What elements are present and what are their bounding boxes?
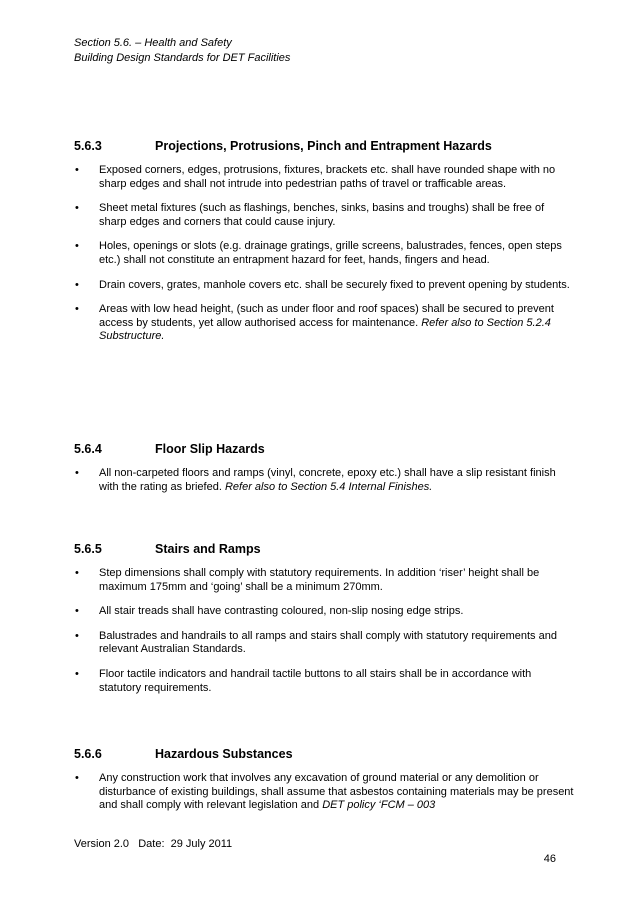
- list-item: [74, 630, 574, 657]
- bullet-list: [74, 467, 574, 494]
- header-section-line: Section 5.6. – Health and Safety: [74, 37, 232, 49]
- list-item-text: Exposed corners, edges, protrusions, fixtures, brackets etc. shall have rounded shape with no sharp edges and shall not intrude into pedestrian paths of travel or trafficable areas.: [99, 164, 556, 190]
- list-item-text: All stair treads shall have contrasting coloured, non-slip nosing edge strips.: [99, 605, 464, 618]
- bullet-icon: •: [75, 467, 79, 479]
- bullet-list: [74, 567, 574, 695]
- section-number: 5.6.6: [74, 747, 102, 761]
- list-item-text: All non-carpeted floors and ramps (vinyl, concrete, epoxy etc.) shall have a slip resistant finish with the rating as briefed.: [99, 467, 556, 493]
- page-number: 46: [543, 853, 556, 865]
- list-item-text: Balustrades and handrails to all ramps and stairs shall comply with statutory requirements and relevant Australian Standards.: [99, 629, 557, 656]
- section-5-6-4: [74, 440, 574, 494]
- bullet-icon: •: [75, 605, 79, 618]
- section-heading: [74, 540, 574, 558]
- section-5-6-6: [74, 745, 574, 813]
- section-number: 5.6.4: [74, 442, 102, 456]
- bullet-list: [74, 772, 574, 813]
- bullet-icon: •: [75, 667, 79, 680]
- list-item: [74, 164, 574, 191]
- bullet-list: [74, 164, 574, 344]
- bullet-icon: •: [75, 567, 79, 579]
- bullet-icon: •: [75, 772, 79, 784]
- bullet-icon: •: [75, 202, 79, 215]
- cross-reference: Refer also to Section 5.2.4 Substructure.: [99, 316, 551, 343]
- page-footer: [74, 837, 232, 851]
- section-heading: [74, 440, 574, 458]
- section-title: Projections, Protrusions, Pinch and Entrapment Hazards: [155, 139, 492, 153]
- list-item-text: Any construction work that involves any excavation of ground material or any demolition or disturbance of existing buildings, shall assume that asbestos containing materials may be present and shall comply with relevant legislation and: [99, 772, 574, 812]
- list-item-text: Drain covers, grates, manhole covers etc. shall be securely fixed to prevent opening by students.: [99, 278, 570, 291]
- list-item-text: Areas with low head height, (such as under floor and roof spaces) shall be secured to prevent access by students, yet allow authorised access for maintenance.: [99, 303, 554, 329]
- section-heading: [74, 137, 574, 155]
- section-heading: [74, 745, 574, 763]
- list-item: [74, 668, 574, 695]
- section-title: Floor Slip Hazards: [155, 442, 265, 456]
- page-header: [74, 36, 290, 66]
- section-number: 5.6.3: [74, 139, 102, 153]
- list-item: [74, 202, 574, 229]
- bullet-icon: •: [75, 303, 79, 316]
- list-item: [74, 567, 574, 594]
- section-5-6-5: [74, 540, 574, 695]
- cross-reference: DET policy ‘FCM – 003: [322, 799, 436, 812]
- section-title: Hazardous Substances: [155, 747, 293, 761]
- bullet-icon: •: [75, 164, 79, 176]
- list-item: [74, 605, 574, 619]
- list-item-text: Sheet metal fixtures (such as flashings, benches, sinks, basins and troughs) shall be free of sharp edges and corners that could cause injury.: [99, 202, 545, 228]
- bullet-icon: •: [75, 278, 79, 291]
- cross-reference: Refer also to Section 5.4 Internal Finishes.: [224, 480, 433, 493]
- section-5-6-3: [74, 137, 574, 344]
- list-item: [74, 240, 574, 267]
- list-item-text: Holes, openings or slots (e.g. drainage gratings, grille screens, balustrades, fences, open steps etc.) shall not constitute an entrapment hazard for feet, hands, fingers and head.: [99, 240, 562, 266]
- version-date: Version 2.0 Date: 29 July 2011: [74, 838, 233, 850]
- header-title-line: Building Design Standards for DET Facilities: [74, 52, 291, 64]
- section-number: 5.6.5: [74, 542, 102, 556]
- list-item: [74, 467, 574, 494]
- list-item-text: Step dimensions shall comply with statutory requirements. In addition ‘riser’ height shall be maximum 175mm and ‘going’ shall be a minimum 270mm.: [99, 567, 540, 593]
- list-item: [74, 279, 574, 293]
- list-item: [74, 303, 574, 344]
- bullet-icon: •: [75, 240, 79, 253]
- bullet-icon: •: [75, 629, 79, 642]
- section-title: Stairs and Ramps: [155, 542, 261, 556]
- list-item-text: Floor tactile indicators and handrail tactile buttons to all stairs shall be in accordance with statutory requirements.: [99, 667, 532, 694]
- list-item: [74, 772, 574, 813]
